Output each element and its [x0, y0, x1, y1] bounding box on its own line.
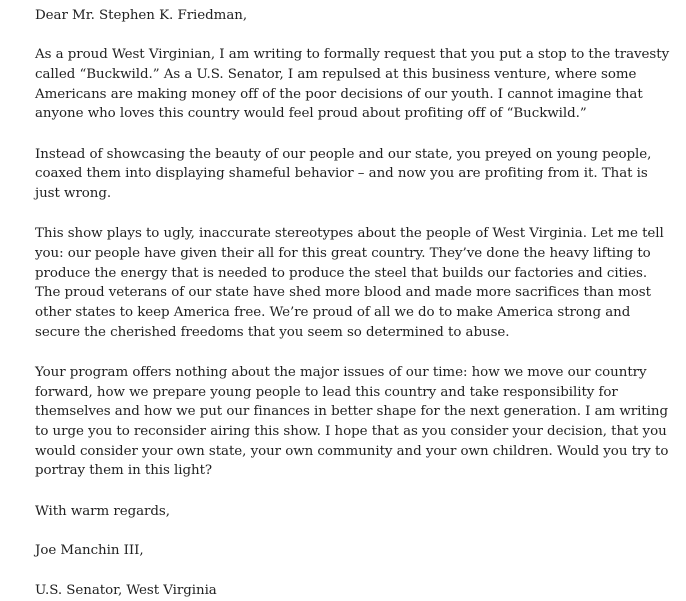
paragraph-stereotypes: This show plays to ugly, inaccurate stereotypes about the people of West Virginia. Let me tell you: our people have given their all for this great country. They’ve done the heavy lifting to produce the energy that is needed to produce the steel that builds our factories and cities. The proud veterans of our state have shed more blood and made more sacrifices than most other states to keep America free. We’re proud of all we do to make America strong and secure the cherished freedoms that you seem so determined to abuse.: [35, 226, 664, 340]
sender-title: U.S. Senator, West Virginia: [35, 582, 217, 598]
signature: Joe Manchin III,: [35, 543, 144, 559]
paragraph-reconsider: Your program offers nothing about the major issues of our time: how we move our country forward, how we prepare young people to lead this country and take responsibility for themselves and how we put our finances in better shape for the next generation. I am writing to urge you to reconsider airing this show. I hope that as you consider your decision, that you would consider your own state, your own community and your own children. Would you try to portray them in this light?: [35, 364, 669, 479]
paragraph-request: As a proud West Virginian, I am writing to formally request that you put a stop to the travesty called “Buckwild.” As a U.S. Senator, I am repulsed at this business venture, where some Americans are making money off of the poor decisions of our youth. I cannot imagine that anyone who loves this country would feel proud about profiting off of “Buckwild.”: [35, 47, 670, 122]
closing: With warm regards,: [35, 503, 170, 519]
paragraph-young-people: Instead of showcasing the beauty of our people and our state, you preyed on young people, coaxed them into displaying shameful behavior – and now you are profiting from it. That is just wrong.: [35, 146, 652, 201]
salutation: Dear Mr. Stephen K. Friedman,: [35, 8, 248, 23]
